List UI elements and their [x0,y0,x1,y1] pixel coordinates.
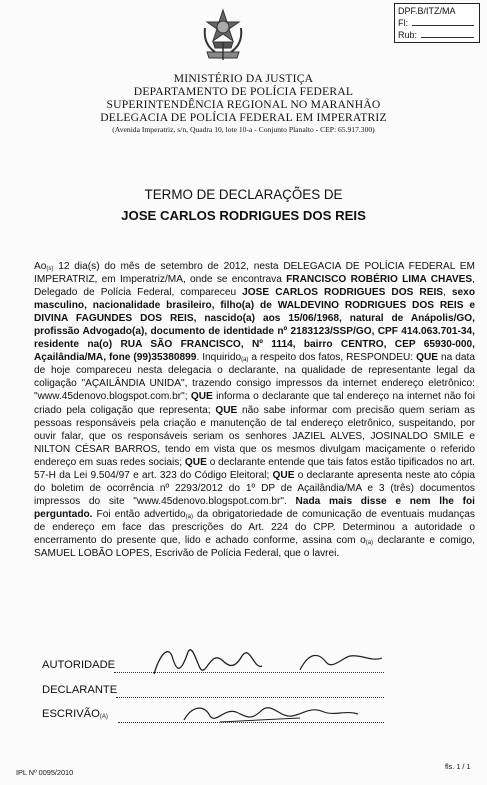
stamp-code: DPF.B/ITZ/MA [398,6,456,16]
handwritten-signature-autoridade [150,640,390,682]
signature-label-autoridade: AUTORIDADE [42,659,116,671]
escrivao-sub: (A) [99,714,108,720]
handwritten-signature-escrivao [180,698,380,728]
signature-label-escrivao [42,708,108,720]
ipl-number: IPL Nº 0095/2010 [16,768,74,777]
declarant-name-title: JOSE CARLOS RODRIGUES DOS REIS [121,208,366,223]
brazil-coat-of-arms-icon [201,8,245,62]
stamp-rub-label: Rub: [398,30,418,40]
protocol-stamp [394,3,480,43]
header-ministry: MINISTÉRIO DA JUSTIÇA [173,72,314,85]
document-title: TERMO DE DECLARAÇÕES DE [144,187,343,202]
header-delegacia: DELEGACIA DE POLÍCIA FEDERAL EM IMPERATRIZ [100,111,387,124]
stamp-fl-line [398,17,476,29]
header-address: (Avenida Imperatriz, s/n, Quadra 10, lote 10-a - Conjunto Planalto - CEP: 65.917.300) [112,125,375,134]
header-department: DEPARTAMENTO DE POLÍCIA FEDERAL [133,85,354,98]
page-number: fls. 1 / 1 [445,762,471,771]
escrivao-text: ESCRIVÃO [42,708,100,720]
stamp-rub-line [398,29,476,41]
stamp-fl-label: Fl: [398,18,408,28]
declaration-body: $Ao_{(s)}$ 12 dia(s) do mês de setembro de 2012, nesta DELEGACIA DE POLÍCIA FEDERAL EM IMPERATRIZ, em Imperatriz/MA, onde se encontrava FRANCISCO ROBÉRIO LIMA CHAVES, Delegado de Polícia Federal, compareceu JOSE CARLOS RODRIGUES DOS REIS, sexo masculino, nacionalidade brasileiro, filho(a) de WALDEVINO RODRIGUES DOS REIS e DIVINA FAGUNDES DOS REIS, nascido(a) aos 15/06/1968, natural de Anápolis/GO, profissão Advogado(a), documento de identidade nº 2183123/SSP/GO, CPF 414.063.701-34, residente na(o) RUA SÃO FRANCISCO, Nº 1114, bairro CENTRO, CEP 65930-000, Açailândia/MA, fone (99)35380899. Inquirido$_{(a)}$ a respeito dos fatos, RESPONDEU: QUE na data de hoje compareceu nesta delegacia o declarante, na qualidade de representante legal da coligação "AÇAILÂNDIA UNIDA", trazendo consigo impressos da internet endereço eletrônico: "www.45denovo.blogspot.com.br"; QUE informa o declarante que tal endereço na internet não foi criado pela coligação que representa; QUE não sabe informar com precisão quem seriam as pessoas responsáveis pela criação e manutenção de tal endereço eletrônico, suspeitando, por ouvir falar, que os responsáveis seriam os senhores JAZIEL ALVES, JOSINALDO SMILE e NILTON CÉSAR BARROS, tendo em vista que os mesmos divulgam maciçamente o referido endereço em suas redes sociais; QUE o declarante entende que tais fatos estão tipificados no art. 57-H da Lei 9.504/97 e art. 323 do Código Eleitoral; QUE o declarante apresenta neste ato cópia do boletim de ocorrência nº 2293/2012 do 1º DP de Açailândia/MA e 3 (três) documentos impressos do site "www.45denovo.blogspot.com.br". Nada mais disse e nem lhe foi perguntado. Foi então advertido$_{(a)}$ da obrigatoriedade de comunicação de eventuais mudanças de endereço em face das prescrições do Art. 224 do CPP. Determinou a autoridade o encerramento do presente que, lido e achado conforme, assina com $o_{(a)}$ declarante e comigo, SAMUEL LOBÃO LOPES, Escrivão de Polícia Federal, que o lavrei. [34,261,476,560]
signature-label-declarante: DECLARANTE [42,684,118,696]
header-superintendence: SUPERINTENDÊNCIA REGIONAL NO MARANHÃO [106,98,381,111]
